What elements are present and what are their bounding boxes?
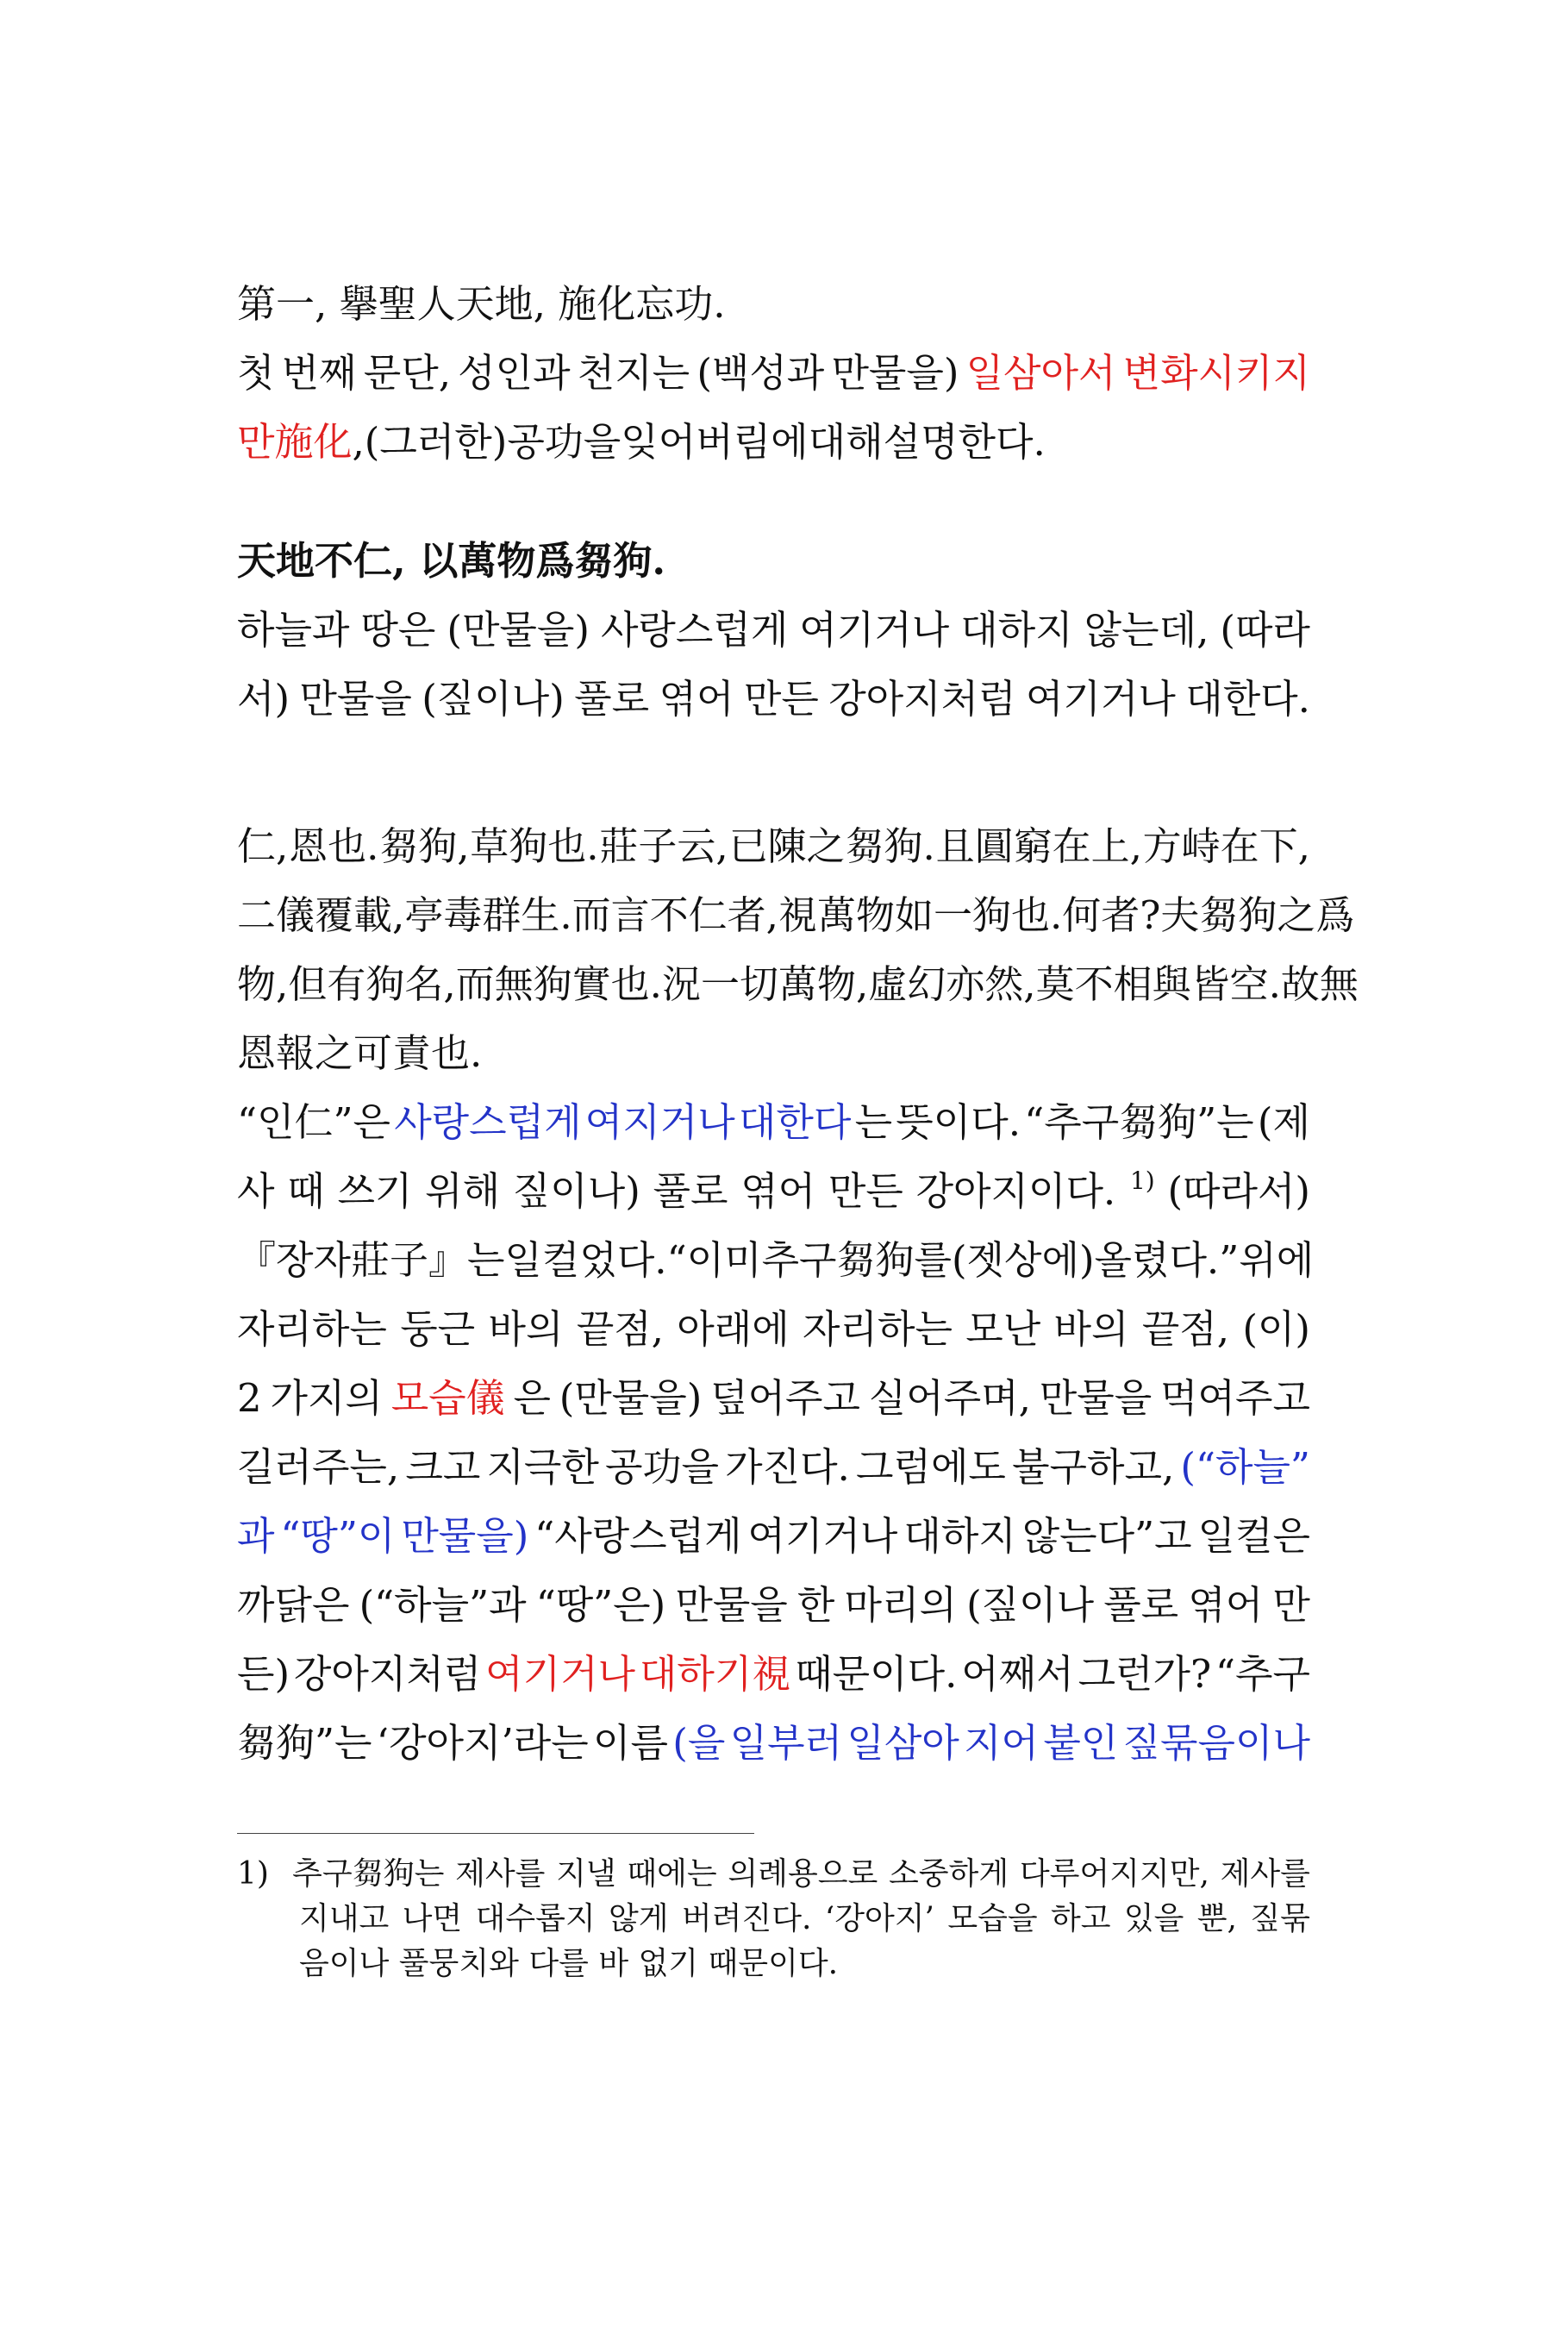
word: “이미: [666, 1237, 762, 1283]
word: (을: [672, 1720, 726, 1766]
word: 마리의: [844, 1582, 957, 1628]
word: (제: [1257, 1099, 1310, 1145]
word: 제사를: [1220, 1856, 1310, 1892]
heading-text: 天地不仁, 以萬物爲芻狗.: [237, 538, 666, 584]
korean-line-4: [237, 1295, 1310, 1364]
word: 천지는: [577, 350, 690, 396]
word: 엮어: [659, 676, 734, 722]
word: “사랑스럽게: [534, 1513, 742, 1559]
word: 둥근: [400, 1306, 476, 1352]
word: (만물을): [447, 607, 590, 653]
word: 길러주는,: [237, 1444, 400, 1490]
word: 않게: [608, 1901, 669, 1936]
word: (따라: [1220, 607, 1310, 653]
hanja-line-4: [237, 1019, 1310, 1088]
word: 여기거나: [747, 1513, 898, 1559]
word: 아래에: [677, 1306, 790, 1352]
word: 설명한다.: [883, 419, 1046, 465]
word: 강아지이다.: [915, 1168, 1116, 1214]
word: 二儀覆載,: [237, 892, 405, 938]
word: 만물을): [831, 350, 959, 396]
korean-line-3: [237, 1226, 1315, 1295]
word: 자리하는: [237, 1306, 387, 1352]
word: 而言不仁者,: [572, 892, 778, 938]
highlight-red: 만施化: [237, 419, 353, 465]
word: 지어: [964, 1720, 1040, 1766]
word: 크고: [405, 1444, 481, 1490]
word: 而無狗實也.: [455, 961, 662, 1007]
word: 故無: [1280, 961, 1359, 1007]
word: 뜻이다.: [896, 1099, 1021, 1145]
word: 일컬었다.: [504, 1237, 667, 1283]
footnote-divider: [237, 1833, 754, 1834]
word: (짚이나: [966, 1582, 1095, 1628]
word: 않는다”고: [1021, 1513, 1192, 1559]
word: 일부러: [729, 1720, 843, 1766]
text-run: 恩報之可責也.: [237, 1030, 483, 1076]
section-1-heading: [237, 270, 1310, 339]
word: 추구芻狗는: [292, 1856, 445, 1892]
hanja-line-3: [237, 950, 1359, 1019]
word: 풀로: [1103, 1582, 1179, 1628]
word: “추구芻狗”는: [1024, 1099, 1254, 1145]
word: 만물을: [299, 676, 412, 722]
heading-text: 第一, 擧聖人天地, 施化忘功.: [237, 281, 726, 327]
footnote-line-3: [237, 1942, 1310, 1986]
word: 때에는: [627, 1856, 717, 1892]
word: 짚이나): [512, 1168, 640, 1214]
word: 공功을: [605, 1444, 719, 1490]
word: 仁,: [237, 823, 289, 869]
word: 강아지처럼: [293, 1651, 482, 1697]
word: (그러한): [364, 419, 508, 465]
footnote-line-2: [237, 1897, 1310, 1942]
word: 엮어: [1188, 1582, 1264, 1628]
word: 풀로: [653, 1168, 728, 1214]
word: 芻狗”는: [237, 1720, 372, 1766]
word: 한: [796, 1582, 835, 1628]
word: 뿐,: [1196, 1901, 1237, 1936]
word: 만든: [828, 1168, 903, 1214]
word: ‘강아지’: [824, 1901, 934, 1936]
text-run: 음이나 풀뭉치와 다를 바 없기 때문이다.: [299, 1946, 839, 1981]
word: ‘강아지’라는: [376, 1720, 589, 1766]
word: 덮어주고: [710, 1375, 860, 1421]
word: 번째: [281, 350, 357, 396]
word: 바의: [1053, 1306, 1129, 1352]
word: 대한다.: [1185, 676, 1310, 722]
word: (짚이나): [422, 676, 565, 722]
word: 만물을): [401, 1513, 529, 1559]
section-2-line-2: [237, 665, 1310, 734]
word: 의례용으로: [728, 1856, 878, 1892]
word: 버려진다.: [681, 1901, 812, 1936]
word: 모난: [965, 1306, 1041, 1352]
section-3: [237, 812, 1359, 1778]
word: 여기거나: [485, 1651, 636, 1697]
word: 莊子云,: [599, 823, 728, 869]
word: 까닭은: [237, 1582, 350, 1628]
section-2: [237, 527, 1310, 734]
word: 지낼: [556, 1856, 616, 1892]
word: 모습을: [947, 1901, 1038, 1936]
word: 쓰기: [337, 1168, 413, 1214]
hanja-line-2: [237, 881, 1355, 950]
word: 但有狗名,: [288, 961, 456, 1007]
word: 대한다: [738, 1099, 852, 1145]
word: 일삼아서: [965, 350, 1116, 396]
word: 已陳之芻狗.: [728, 823, 935, 869]
word: 먹여주고: [1160, 1375, 1310, 1421]
word: (“하늘”과: [359, 1582, 527, 1628]
word: “추구: [1215, 1651, 1310, 1697]
hanja-line-1: [237, 812, 1310, 881]
word: 하고: [1050, 1901, 1111, 1936]
word: 하늘과: [237, 607, 350, 653]
word: 가진다.: [725, 1444, 850, 1490]
word: 끝점,: [576, 1306, 664, 1352]
word: 실어주며,: [868, 1375, 1031, 1421]
word: 대해: [808, 419, 884, 465]
footnote-line-1: [237, 1852, 1310, 1897]
word: 恩也.: [289, 823, 379, 869]
word: 『장자莊子』는: [237, 1237, 505, 1283]
korean-line-2: [237, 1157, 1310, 1226]
word: 物,: [237, 961, 289, 1007]
word: 2: [237, 1375, 262, 1421]
word: 바의: [488, 1306, 564, 1352]
word: 가지의: [270, 1375, 383, 1421]
section-2-heading: [237, 527, 1310, 596]
word: 만: [1272, 1582, 1310, 1628]
word: 芻狗,: [379, 823, 470, 869]
word: (“하늘”: [1180, 1444, 1310, 1490]
word: 만물을: [675, 1582, 788, 1628]
korean-line-9: [237, 1640, 1310, 1709]
word: 든): [237, 1651, 290, 1697]
word: 且圓窮在上,: [935, 823, 1142, 869]
word: 엮어: [740, 1168, 816, 1214]
word: 소중하게: [889, 1856, 1009, 1892]
word: 方峙在下,: [1142, 823, 1310, 869]
word: 는: [854, 1099, 893, 1145]
word: 何者?: [1062, 892, 1161, 938]
korean-line-5: [237, 1364, 1310, 1433]
word: 亭毒群生.: [404, 892, 572, 938]
korean-line-7: [237, 1502, 1310, 1571]
footnote: [237, 1852, 1310, 1986]
word: 여지거나: [584, 1099, 735, 1145]
word: “인仁”은: [237, 1099, 390, 1145]
word: 視萬物如一狗也.: [778, 892, 1063, 938]
word: 草狗也.: [470, 823, 599, 869]
korean-line-8: [237, 1571, 1310, 1640]
word: 풀로: [574, 676, 650, 722]
word: 변화시키지: [1122, 350, 1310, 396]
word: 않는데,: [1084, 607, 1209, 653]
word: ,: [352, 419, 365, 465]
word: 위에: [1239, 1237, 1315, 1283]
word: 땅은: [360, 607, 436, 653]
word: 있을: [1123, 1901, 1184, 1936]
word: 위해: [425, 1168, 501, 1214]
footnote-marker: 1): [1129, 1167, 1155, 1195]
word: 성인과: [458, 350, 571, 396]
word: 때: [287, 1168, 325, 1214]
word: 사: [237, 1168, 275, 1214]
word: 대하지: [903, 1513, 1016, 1559]
word: 자리하는: [803, 1306, 953, 1352]
word: 불구하고,: [1012, 1444, 1175, 1490]
word: 대하지: [960, 607, 1073, 653]
word: 모습儀: [390, 1375, 505, 1421]
word: 첫: [237, 350, 275, 396]
word: 서): [237, 676, 290, 722]
word: 그런가?: [1078, 1651, 1212, 1697]
word: 은: [513, 1375, 551, 1421]
word: 사랑스럽게: [600, 607, 789, 653]
footnote-number: 1): [237, 1856, 269, 1892]
word: 과: [237, 1513, 275, 1559]
word: 추구芻狗를: [761, 1237, 952, 1283]
korean-line-6: [237, 1433, 1310, 1502]
word: 공功을: [507, 419, 622, 465]
word: 제사를: [455, 1856, 546, 1892]
word: 때문이다.: [795, 1651, 958, 1697]
word: 짚묶: [1250, 1901, 1310, 1936]
word: 사랑스럽게: [394, 1099, 582, 1145]
word: 나면: [402, 1901, 463, 1936]
word: 강아지처럼: [828, 676, 1016, 722]
word: (만물을): [559, 1375, 703, 1421]
word: 문단,: [363, 350, 451, 396]
word: 虛幻亦然,: [868, 961, 1036, 1007]
word: 어째서: [961, 1651, 1074, 1697]
word: 況一切萬物,: [661, 961, 869, 1007]
word: “땅”이: [280, 1513, 396, 1559]
word: (따라서): [1167, 1168, 1310, 1214]
section-1-line-2: [237, 408, 1310, 477]
word: (이): [1242, 1306, 1310, 1352]
word: 만물을: [1039, 1375, 1153, 1421]
word: 이름: [593, 1720, 668, 1766]
word: “땅”은): [535, 1582, 666, 1628]
word: 일삼아: [846, 1720, 959, 1766]
word: 만든: [743, 676, 819, 722]
word: (젯상에): [951, 1237, 1095, 1283]
section-1: [237, 270, 1310, 477]
word: 그럼에도: [856, 1444, 1006, 1490]
word: (백성과: [697, 350, 825, 396]
word: 지내고: [299, 1901, 390, 1936]
word: 지극한: [486, 1444, 599, 1490]
section-2-line-1: [237, 596, 1310, 665]
korean-line-10: [237, 1709, 1310, 1778]
word: 잊어버림에: [621, 419, 809, 465]
word: 夫芻狗之爲: [1160, 892, 1355, 938]
word: 올렸다.”: [1094, 1237, 1240, 1283]
word: 대하기視: [639, 1651, 791, 1697]
word: 일컬은: [1197, 1513, 1310, 1559]
word: 여기거나: [1025, 676, 1176, 722]
word: 끝점,: [1141, 1306, 1230, 1352]
word: 짚묶음이나: [1122, 1720, 1310, 1766]
word: 다루어지지만,: [1019, 1856, 1209, 1892]
word: 붙인: [1043, 1720, 1119, 1766]
section-1-line-1: [237, 339, 1310, 408]
word: 대수롭지: [475, 1901, 596, 1936]
word: 莫不相與皆空.: [1035, 961, 1281, 1007]
word: 여기거나: [799, 607, 950, 653]
